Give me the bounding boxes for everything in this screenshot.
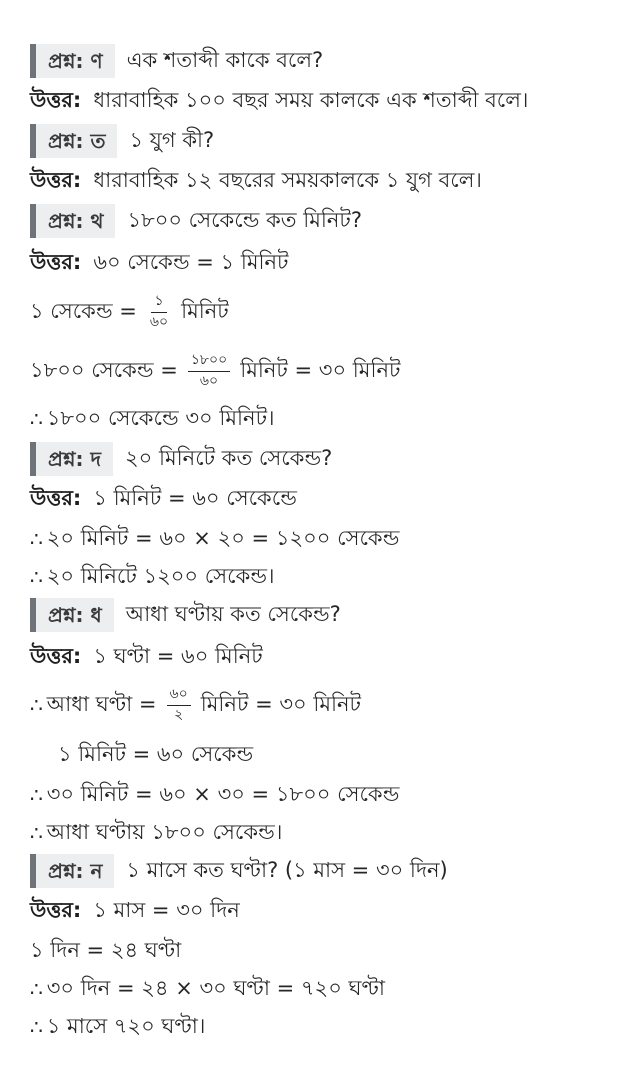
- answer-label: উত্তর:: [30, 486, 82, 510]
- answer-label: উত্তর:: [30, 644, 82, 668]
- answer-text: ধারাবাহিক ১২ বছরের সময়কালকে ১ যুগ বলে।: [93, 168, 482, 192]
- question-row-6: [30, 854, 616, 888]
- calc-row: [30, 976, 616, 1001]
- answer-line: ১ মাস = ৩০ দিন: [93, 898, 240, 922]
- fraction-denominator: ৬০: [149, 313, 169, 330]
- conclusion-text: ১৮০০ সেকেন্ডে ৩০ মিনিট।: [46, 406, 275, 430]
- question-label: প্রশ্ন: ন: [30, 854, 114, 888]
- fraction: [167, 687, 191, 723]
- answer-label: উত্তর:: [30, 898, 82, 922]
- answer-line-text: ১ মিনিট = ৬০ সেকেন্ড: [58, 742, 254, 766]
- fraction-numerator: ১৮০০: [188, 353, 230, 371]
- conclusion-text: ১ মাসে ৭২০ ঘণ্টা।: [46, 1014, 206, 1038]
- answer-line: ১ ঘণ্টা = ৬০ মিনিট: [93, 644, 263, 668]
- therefore-symbol: ∴: [30, 1014, 43, 1039]
- therefore-symbol: ∴: [30, 526, 43, 551]
- question-row-2: [30, 124, 616, 158]
- answer-label: উত্তর:: [30, 88, 82, 112]
- answer-text: ধারাবাহিক ১০০ বছর সময় কালকে এক শতাব্দী বলে।: [93, 88, 529, 112]
- question-text: এক শতাব্দী কাকে বলে?: [126, 48, 324, 73]
- therefore-symbol: ∴: [30, 820, 43, 845]
- question-text: ১ মাসে কত ঘণ্টা? (১ মাস = ৩০ দিন): [126, 858, 448, 883]
- fraction: [147, 294, 171, 330]
- answer-label: উত্তর:: [30, 250, 82, 274]
- question-label: প্রশ্ন: ত: [30, 124, 117, 158]
- answer-row: [30, 486, 616, 511]
- answer-label: উত্তর:: [30, 168, 82, 192]
- question-label: প্রশ্ন: দ: [30, 442, 113, 476]
- question-text: ১ যুগ কী?: [129, 128, 215, 153]
- calc-row: [30, 526, 616, 551]
- answer-line: [30, 742, 616, 767]
- answer-row: [30, 644, 616, 669]
- conclusion-row: [30, 406, 616, 431]
- answer-line-fraction: [30, 682, 616, 728]
- fraction-prefix: আধা ঘণ্টা =: [46, 692, 157, 717]
- fraction-numerator: ৬০: [167, 687, 191, 705]
- fraction-denominator: ৬০: [199, 372, 219, 389]
- answer-line-text: ১ দিন = ২৪ ঘণ্টা: [30, 938, 182, 962]
- calc-text: ২০ মিনিট = ৬০ × ২০ = ১২০০ সেকেন্ড: [46, 526, 400, 550]
- question-text: ১৮০০ সেকেন্ডে কত মিনিট?: [127, 208, 363, 233]
- conclusion-row: [30, 564, 616, 589]
- calc-text: ৩০ মিনিট = ৬০ × ৩০ = ১৮০০ সেকেন্ড: [46, 782, 400, 806]
- question-label: প্রশ্ন: ণ: [30, 44, 115, 78]
- answer-line: [30, 938, 616, 963]
- answer-line: ১ মিনিট = ৬০ সেকেন্ডে: [93, 486, 297, 510]
- calc-row: [30, 782, 616, 807]
- therefore-symbol: ∴: [30, 564, 43, 589]
- answer-line: ৬০ সেকেন্ড = ১ মিনিট: [93, 250, 289, 274]
- answer-row: [30, 88, 616, 113]
- fraction-suffix: মিনিট = ৩০ মিনিট: [200, 692, 361, 717]
- fraction-denominator: ২: [174, 706, 184, 723]
- therefore-symbol: ∴: [30, 976, 43, 1001]
- fraction-prefix: ১ সেকেন্ড =: [30, 299, 137, 324]
- fraction: [188, 353, 230, 389]
- question-text: ২০ মিনিটে কত সেকেন্ড?: [125, 446, 333, 471]
- conclusion-row: [30, 820, 616, 845]
- question-row-4: [30, 442, 616, 476]
- question-row-3: [30, 204, 616, 238]
- answer-row: [30, 898, 616, 923]
- fraction-numerator: ১: [151, 294, 166, 312]
- conclusion-text: আধা ঘণ্টায় ১৮০০ সেকেন্ড।: [46, 820, 283, 844]
- question-label: প্রশ্ন: থ: [30, 204, 115, 238]
- answer-line-fraction: [30, 290, 616, 334]
- therefore-symbol: ∴: [30, 693, 43, 717]
- question-row-5: [30, 598, 616, 632]
- question-label: প্রশ্ন: ধ: [30, 598, 114, 632]
- answer-row: [30, 168, 616, 193]
- conclusion-row: [30, 1014, 616, 1039]
- answer-row: [30, 250, 616, 275]
- therefore-symbol: ∴: [30, 406, 43, 431]
- therefore-symbol: ∴: [30, 782, 43, 807]
- fraction-prefix: ১৮০০ সেকেন্ড =: [30, 358, 178, 383]
- fraction-suffix: মিনিট: [181, 299, 229, 324]
- calc-text: ৩০ দিন = ২৪ × ৩০ ঘণ্টা = ৭২০ ঘণ্টা: [46, 976, 386, 1000]
- question-row-1: [30, 44, 616, 78]
- question-text: আধা ঘণ্টায় কত সেকেন্ড?: [125, 602, 341, 627]
- fraction-suffix: মিনিট = ৩০ মিনিট: [240, 358, 401, 383]
- answer-line-fraction: [30, 348, 616, 394]
- conclusion-text: ২০ মিনিটে ১২০০ সেকেন্ড।: [46, 564, 275, 588]
